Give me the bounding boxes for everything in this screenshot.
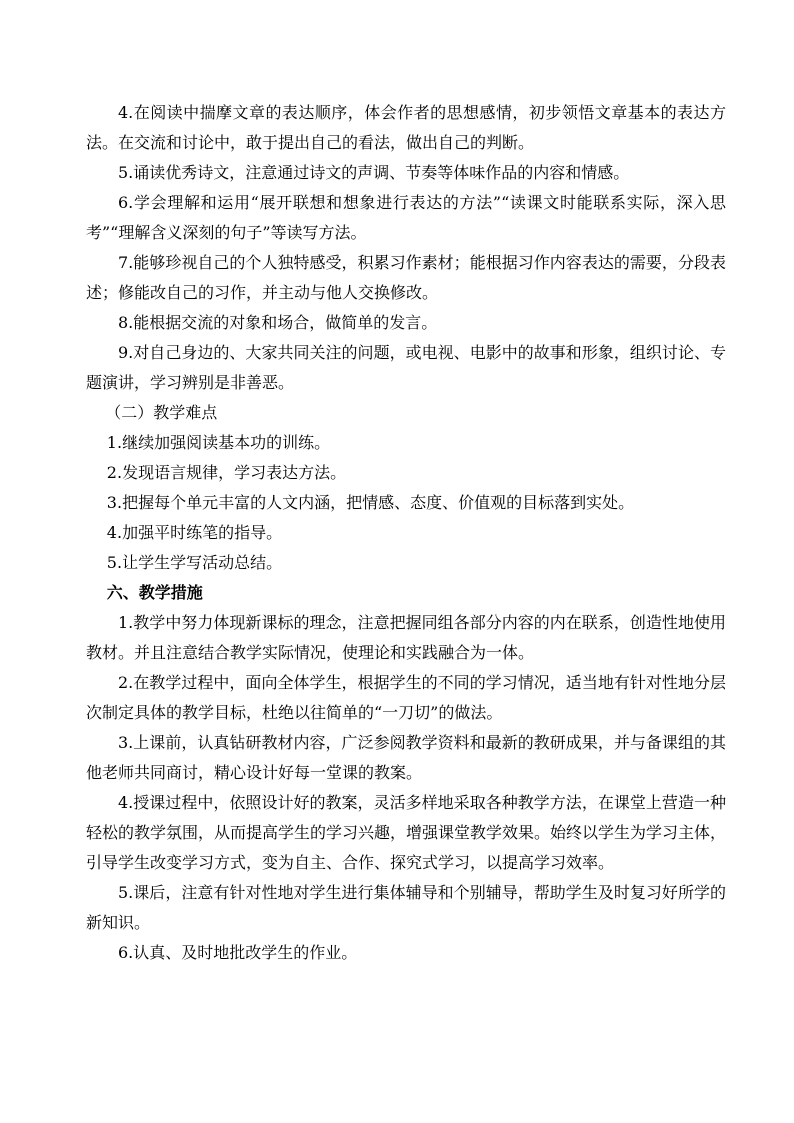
goal-item-6: 6.学会理解和运用“展开联想和想象进行表达的方法”“读课文时能联系实际，深入思考”“理解含义深刻的句子”等读写方法。 [86, 193, 726, 242]
difficulty-item: 3.把握每个单元丰富的人文内涵，把情感、态度、价值观的目标落到实处。 [106, 493, 635, 512]
measure-item: 4.授课过程中，依照设计好的教案，灵活多样地采取各种教学方法，在课堂上营造一种轻松的教学氛围，从而提高学生的学习兴趣，增强课堂教学效果。始终以学生为学习主体，引导学生改变学习方式，变为自主、合作、探究式学习，以提高学习效率。 [86, 793, 727, 872]
measure-item: 1.教学中努力体现新课标的理念，注意把握同组各部分内容的内在联系，创造性地使用教材。并且注意结合教学实际情况，使理论和实践融合为一体。 [86, 613, 726, 662]
difficulties-heading: （二）教学难点 [105, 403, 218, 422]
measure-item: 3.上课前，认真钻研教材内容，广泛参阅教学资料和最新的教研成果，并与备课组的其他老师共同商讨，精心设计好每一堂课的教案。 [86, 733, 726, 782]
goal-item-5: 5.诵读优秀诗文，注意通过诗文的声调、节奏等体味作品的内容和情感。 [118, 163, 630, 182]
goal-item-7: 7.能够珍视自己的个人独特感受，积累习作素材；能根据习作内容表达的需要，分段表述；修能改自己的习作，并主动与他人交换修改。 [86, 253, 726, 302]
difficulty-item: 5.让学生学写活动总结。 [106, 553, 283, 572]
measure-item: 6.认真、及时地批改学生的作业。 [118, 943, 358, 962]
goal-item-9: 9.对自己身边的、大家共同关注的问题，或电视、电影中的故事和形象，组织讨论、专题演讲，学习辨别是非善恶。 [86, 343, 726, 392]
difficulty-item: 1.继续加强阅读基本功的训练。 [106, 433, 331, 452]
document-page [86, 98, 726, 968]
measures-heading: 六、教学措施 [106, 583, 203, 602]
measure-item: 2.在教学过程中，面向全体学生，根据学生的不同的学习情况，适当地有针对性地分层次制定具体的教学目标，杜绝以往简单的“一刀切”的做法。 [86, 673, 726, 722]
difficulty-item: 2.发现语言规律，学习表达方法。 [106, 463, 347, 482]
difficulty-item: 4.加强平时练笔的指导。 [106, 523, 283, 542]
measure-item: 5.课后，注意有针对性地对学生进行集体辅导和个别辅导，帮助学生及时复习好所学的新知识。 [86, 883, 726, 932]
goal-item-4: 4.在阅读中揣摩文章的表达顺序，体会作者的思想感情，初步领悟文章基本的表达方法。在交流和讨论中，敢于提出自己的看法，做出自己的判断。 [86, 103, 726, 152]
goal-item-8: 8.能根据交流的对象和场合，做简单的发言。 [118, 313, 438, 332]
